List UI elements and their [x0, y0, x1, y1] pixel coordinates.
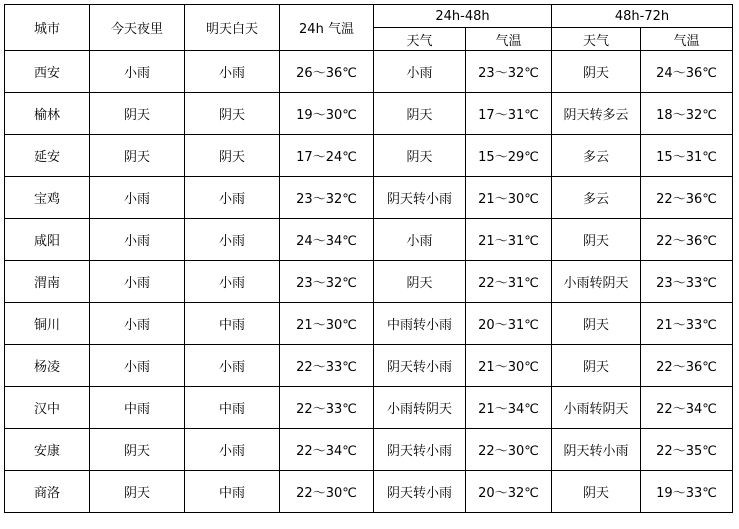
table-row	[5, 429, 733, 471]
tonight-cell: 小雨	[90, 51, 185, 93]
tonight-cell: 阴天	[90, 429, 185, 471]
table-row	[5, 471, 733, 513]
header-tomorrow-day: 明天白天	[185, 5, 280, 51]
weather-48-72-cell: 阴天转多云	[552, 93, 641, 135]
weather-48-72-cell: 多云	[552, 177, 641, 219]
temp-48-72-cell: 22～35℃	[641, 429, 733, 471]
tonight-cell: 小雨	[90, 261, 185, 303]
tomorrow-day-cell: 小雨	[185, 261, 280, 303]
weather-48-72-cell: 小雨转阴天	[552, 387, 641, 429]
temp-48-72-cell: 22～36℃	[641, 345, 733, 387]
table-row	[5, 135, 733, 177]
city-cell: 延安	[5, 135, 90, 177]
city-cell: 商洛	[5, 471, 90, 513]
weather-24-48-cell: 小雨	[374, 51, 466, 93]
tonight-cell: 中雨	[90, 387, 185, 429]
city-cell: 渭南	[5, 261, 90, 303]
weather-24-48-cell: 阴天	[374, 261, 466, 303]
weather-24-48-cell: 阴天	[374, 93, 466, 135]
tomorrow-day-cell: 小雨	[185, 345, 280, 387]
tonight-cell: 阴天	[90, 93, 185, 135]
header-city: 城市	[5, 5, 90, 51]
tomorrow-day-cell: 中雨	[185, 387, 280, 429]
temp-24h-cell: 23～32℃	[280, 261, 374, 303]
header-temperature-24-48: 气温	[466, 28, 552, 51]
weather-48-72-cell: 多云	[552, 135, 641, 177]
tonight-cell: 小雨	[90, 177, 185, 219]
tonight-cell: 阴天	[90, 471, 185, 513]
temp-24h-cell: 21～30℃	[280, 303, 374, 345]
city-cell: 宝鸡	[5, 177, 90, 219]
city-cell: 杨凌	[5, 345, 90, 387]
city-cell: 安康	[5, 429, 90, 471]
tonight-cell: 小雨	[90, 303, 185, 345]
tomorrow-day-cell: 小雨	[185, 429, 280, 471]
table-row	[5, 387, 733, 429]
city-cell: 西安	[5, 51, 90, 93]
tomorrow-day-cell: 中雨	[185, 303, 280, 345]
weather-24-48-cell: 阴天转小雨	[374, 429, 466, 471]
city-cell: 铜川	[5, 303, 90, 345]
forecast-table	[4, 4, 733, 513]
header-temp-24h: 24h 气温	[280, 5, 374, 51]
temp-48-72-cell: 22～36℃	[641, 177, 733, 219]
weather-24-48-cell: 阴天转小雨	[374, 177, 466, 219]
forecast-table-container	[4, 4, 733, 513]
weather-24-48-cell: 中雨转小雨	[374, 303, 466, 345]
weather-24-48-cell: 阴天转小雨	[374, 345, 466, 387]
header-weather-24-48: 天气	[374, 28, 466, 51]
header-period-24-48: 24h-48h	[374, 5, 552, 28]
temp-24h-cell: 22～34℃	[280, 429, 374, 471]
table-row	[5, 303, 733, 345]
table-row	[5, 345, 733, 387]
temp-48-72-cell: 15～31℃	[641, 135, 733, 177]
weather-24-48-cell: 小雨	[374, 219, 466, 261]
table-row	[5, 261, 733, 303]
temp-24h-cell: 17～24℃	[280, 135, 374, 177]
temp-24-48-cell: 20～32℃	[466, 471, 552, 513]
weather-48-72-cell: 阴天	[552, 471, 641, 513]
temp-24h-cell: 22～33℃	[280, 387, 374, 429]
header-tonight: 今天夜里	[90, 5, 185, 51]
tomorrow-day-cell: 小雨	[185, 51, 280, 93]
temp-24-48-cell: 22～30℃	[466, 429, 552, 471]
weather-48-72-cell: 阴天	[552, 219, 641, 261]
tomorrow-day-cell: 中雨	[185, 471, 280, 513]
weather-48-72-cell: 阴天	[552, 51, 641, 93]
temp-48-72-cell: 22～34℃	[641, 387, 733, 429]
temp-24h-cell: 19～30℃	[280, 93, 374, 135]
temp-48-72-cell: 24～36℃	[641, 51, 733, 93]
header-period-48-72: 48h-72h	[552, 5, 733, 28]
temp-24-48-cell: 22～31℃	[466, 261, 552, 303]
temp-24-48-cell: 17～31℃	[466, 93, 552, 135]
table-row	[5, 177, 733, 219]
temp-24h-cell: 23～32℃	[280, 177, 374, 219]
temp-24-48-cell: 21～31℃	[466, 219, 552, 261]
tomorrow-day-cell: 阴天	[185, 135, 280, 177]
tonight-cell: 小雨	[90, 345, 185, 387]
city-cell: 榆林	[5, 93, 90, 135]
temp-24-48-cell: 21～30℃	[466, 345, 552, 387]
temp-24h-cell: 24～34℃	[280, 219, 374, 261]
weather-48-72-cell: 阴天转小雨	[552, 429, 641, 471]
tomorrow-day-cell: 阴天	[185, 93, 280, 135]
temp-24-48-cell: 21～34℃	[466, 387, 552, 429]
temp-24-48-cell: 15～29℃	[466, 135, 552, 177]
temp-24h-cell: 22～33℃	[280, 345, 374, 387]
weather-48-72-cell: 阴天	[552, 303, 641, 345]
header-weather-48-72: 天气	[552, 28, 641, 51]
tomorrow-day-cell: 小雨	[185, 177, 280, 219]
temp-48-72-cell: 18～32℃	[641, 93, 733, 135]
temp-48-72-cell: 23～33℃	[641, 261, 733, 303]
temp-48-72-cell: 22～36℃	[641, 219, 733, 261]
table-row	[5, 93, 733, 135]
header-temperature-48-72: 气温	[641, 28, 733, 51]
temp-24h-cell: 22～30℃	[280, 471, 374, 513]
weather-48-72-cell: 阴天	[552, 345, 641, 387]
temp-48-72-cell: 19～33℃	[641, 471, 733, 513]
weather-24-48-cell: 小雨转阴天	[374, 387, 466, 429]
table-row	[5, 51, 733, 93]
temp-24-48-cell: 20～31℃	[466, 303, 552, 345]
weather-24-48-cell: 阴天转小雨	[374, 471, 466, 513]
table-row	[5, 219, 733, 261]
weather-48-72-cell: 小雨转阴天	[552, 261, 641, 303]
tonight-cell: 阴天	[90, 135, 185, 177]
city-cell: 汉中	[5, 387, 90, 429]
weather-24-48-cell: 阴天	[374, 135, 466, 177]
temp-24-48-cell: 21～30℃	[466, 177, 552, 219]
tomorrow-day-cell: 小雨	[185, 219, 280, 261]
header-row-top	[5, 5, 733, 28]
city-cell: 咸阳	[5, 219, 90, 261]
temp-48-72-cell: 21～33℃	[641, 303, 733, 345]
tonight-cell: 小雨	[90, 219, 185, 261]
temp-24-48-cell: 23～32℃	[466, 51, 552, 93]
temp-24h-cell: 26～36℃	[280, 51, 374, 93]
